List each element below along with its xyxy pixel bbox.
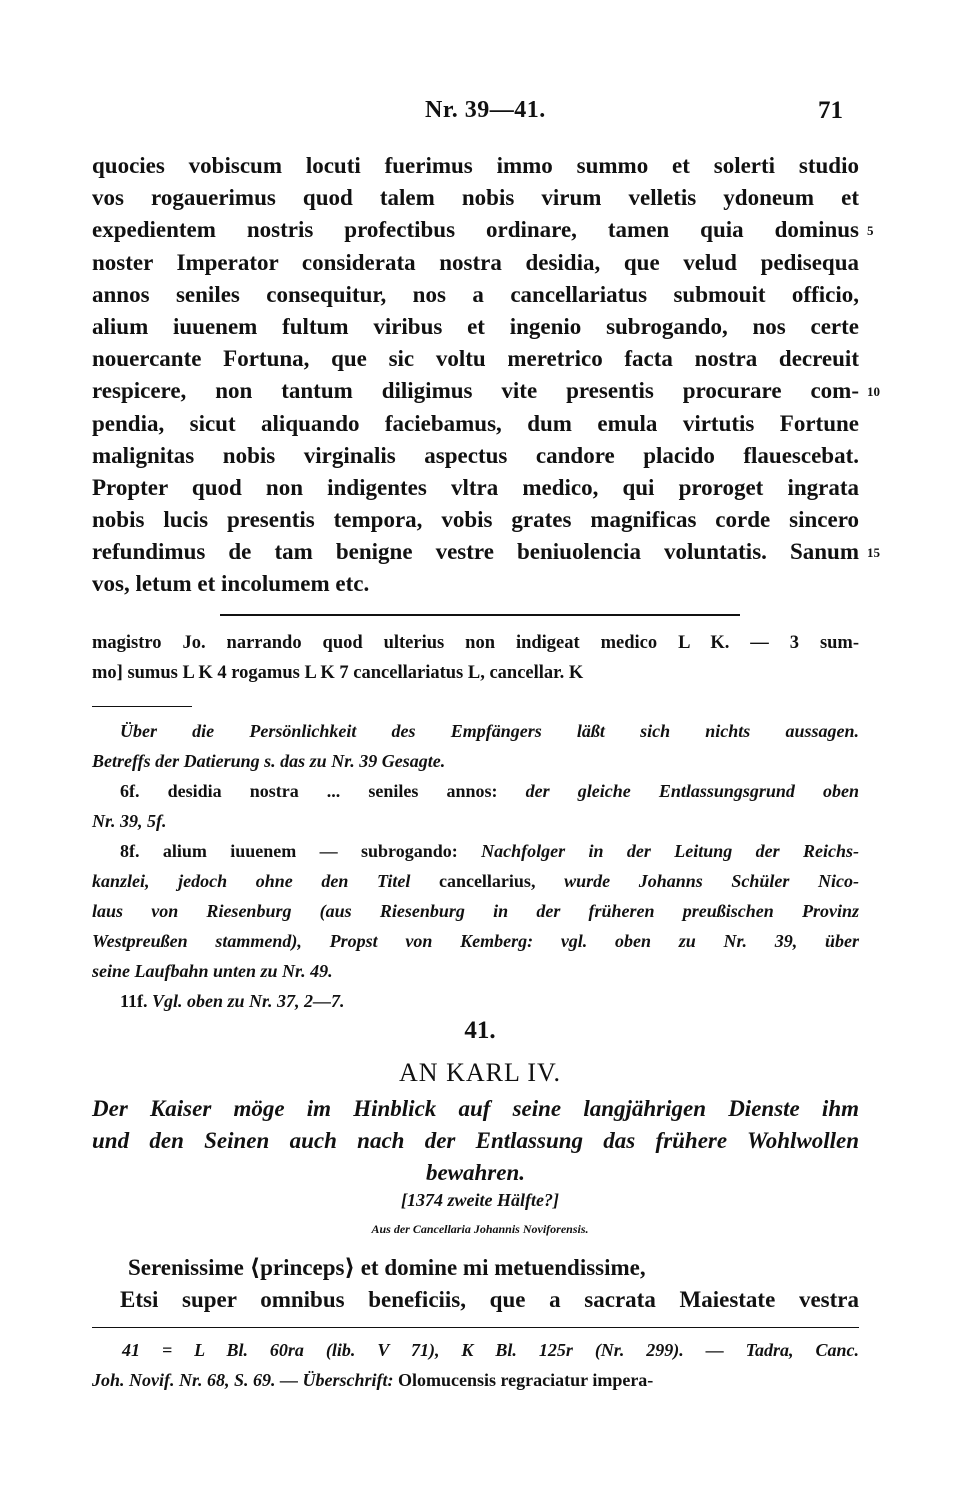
notes-rule <box>92 706 192 707</box>
page-header <box>0 97 960 137</box>
line-number: 15 <box>867 545 880 561</box>
footnote-line: 41 = L Bl. 60ra (lib. V 71), K Bl. 125r (Nr. 299). — Tadra, Canc. <box>122 1340 859 1360</box>
salutation: Serenissime ⟨princeps⟩ et domine mi metuendissime, <box>128 1255 646 1280</box>
footnote-rule <box>92 1327 859 1328</box>
critical-apparatus <box>92 628 859 688</box>
footnote <box>92 1335 859 1395</box>
note-line: Nr. 39, 5f. <box>92 811 167 831</box>
main-text <box>92 150 880 601</box>
source-note: Aus der Cancellaria Johannis Noviforensis. <box>371 1222 589 1236</box>
line-number: 5 <box>867 223 874 239</box>
note-line: Betreffs der Datierung s. das zu Nr. 39 Gesagte. <box>92 751 446 771</box>
running-title: Nr. 39—41. <box>425 97 546 123</box>
text-line: vos, letum et incolumem etc. <box>92 571 370 597</box>
letter-first-line: Etsi super omnibus beneficiis, que a sacrata Maiestate vestra <box>120 1287 859 1312</box>
text-line: pendia, sicut aliquando faciebamus, dum emula virtutis Fortune <box>92 410 859 436</box>
text-line: vos rogauerimus quod talem nobis virum velletis ydoneum et <box>92 185 859 211</box>
note-line: seine Laufbahn unten zu Nr. 49. <box>92 961 333 981</box>
dateline: [1374 zweite Hälfte?] <box>401 1190 559 1210</box>
regest <box>92 1093 859 1189</box>
text-line: respicere, non tantum diligimus vite presentis procurare com- 10 <box>92 375 859 407</box>
line-number: 10 <box>867 384 880 400</box>
apparatus-line: magistro Jo. narrando quod ulterius non indigeat medico L K. — 3 sum- <box>92 633 859 653</box>
text-line: quocies vobiscum locuti fuerimus immo summo et solerti studio <box>92 153 859 178</box>
text-line: refundimus de tam benigne vestre beniuolencia voluntatis. Sanum 15 <box>92 536 859 568</box>
text-line: nouercante Fortuna, que sic voltu meretrico facta nostra decreuit <box>92 346 859 372</box>
text-line: expedientem nostris profectibus ordinare, tamen quia dominus 5 <box>92 214 859 246</box>
regest-line: bewahren. <box>425 1160 526 1185</box>
text-line: annos seniles consequitur, nos a cancellariatus submouit officio, <box>92 281 859 307</box>
commentary-notes <box>92 716 859 1016</box>
page-number: 71 <box>818 97 843 124</box>
footnote-line: Joh. Novif. Nr. 68, S. 69. — Überschrift: Olomucensis regraciatur impera- <box>92 1370 654 1390</box>
regest-line: Der Kaiser möge im Hinblick auf seine langjährigen Dienste ihm <box>92 1096 859 1121</box>
regest-line: und den Seinen auch nach der Entlassung das frühere Wohlwollen <box>92 1128 859 1153</box>
note-line: Über die Persönlichkeit des Empfängers läßt sich nichts aussagen. <box>120 721 859 741</box>
apparatus-rule <box>220 614 740 616</box>
note-line: laus von Riesenburg (aus Riesenburg in der früheren preußischen Provinz <box>92 901 859 921</box>
text-line: noster Imperator considerata nostra desidia, que velud pedisequa <box>92 249 859 275</box>
document-title: AN KARL IV. <box>399 1058 561 1087</box>
text-line: alium iuuenem fultum viribus et ingenio subrogando, nos certe <box>92 313 859 339</box>
note-line: kanzlei, jedoch ohne den Titel cancellarius, wurde Johanns Schüler Nico- <box>92 871 859 891</box>
document-number: 41. <box>464 1017 496 1044</box>
text-line: Propter quod non indigentes vltra medico, qui proroget ingrata <box>92 474 859 500</box>
note-line: Westpreußen stammend), Propst von Kemberg: vgl. oben zu Nr. 39, über <box>92 931 859 951</box>
note-line: 8f. alium iuuenem — subrogando: Nachfolger in der Leitung der Reichs- <box>120 841 860 861</box>
note-line: 11f. Vgl. oben zu Nr. 37, 2—7. <box>120 991 345 1011</box>
text-line: malignitas nobis virginalis aspectus candore placido flauescebat. <box>92 442 859 468</box>
note-line: 6f. desidia nostra ... seniles annos: der gleiche Entlassungsgrund oben <box>120 781 859 801</box>
apparatus-line: mo] sumus L K 4 rogamus L K 7 cancellariatus L, cancellar. K <box>92 663 584 683</box>
text-line: nobis lucis presentis tempora, vobis grates magnificas corde sincero <box>92 507 859 533</box>
